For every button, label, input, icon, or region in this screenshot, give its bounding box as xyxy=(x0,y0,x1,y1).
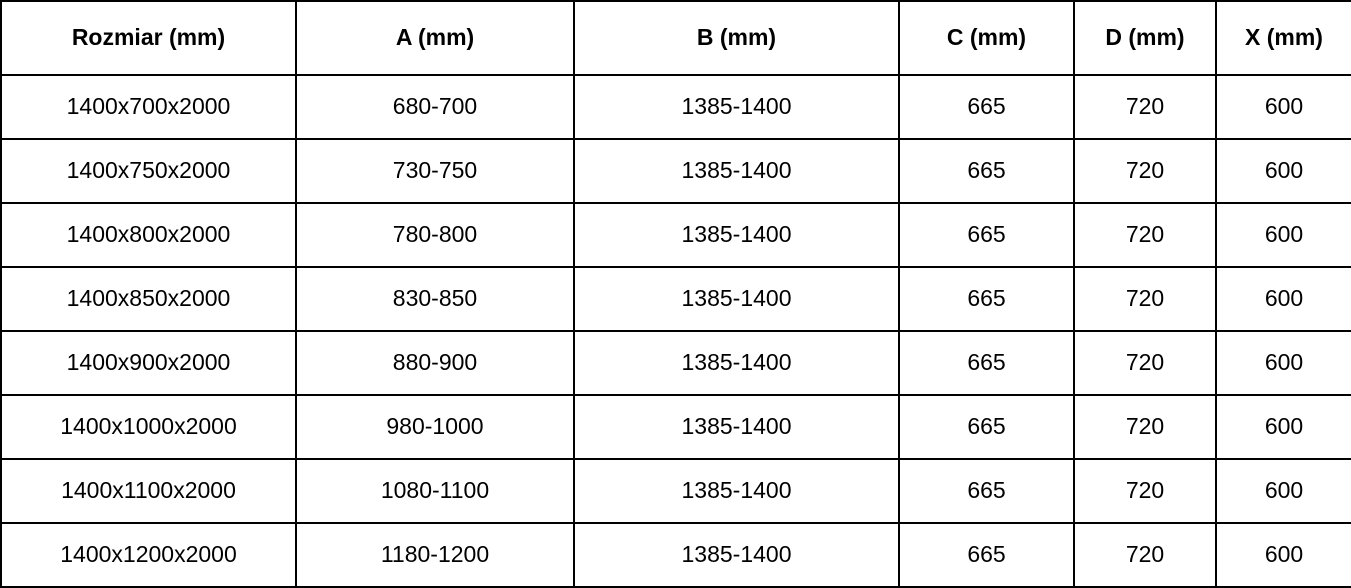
cell-x: 600 xyxy=(1216,139,1351,203)
cell-rozmiar: 1400x900x2000 xyxy=(1,331,296,395)
cell-d: 720 xyxy=(1074,523,1216,587)
cell-x: 600 xyxy=(1216,75,1351,139)
cell-rozmiar: 1400x750x2000 xyxy=(1,139,296,203)
cell-c: 665 xyxy=(899,523,1074,587)
column-header-c: C (mm) xyxy=(899,1,1074,75)
cell-b: 1385-1400 xyxy=(574,395,899,459)
cell-a: 730-750 xyxy=(296,139,574,203)
cell-d: 720 xyxy=(1074,75,1216,139)
cell-d: 720 xyxy=(1074,139,1216,203)
table-row xyxy=(1,523,1351,587)
cell-c: 665 xyxy=(899,459,1074,523)
cell-rozmiar: 1400x1200x2000 xyxy=(1,523,296,587)
cell-x: 600 xyxy=(1216,267,1351,331)
table-row xyxy=(1,203,1351,267)
cell-a: 1180-1200 xyxy=(296,523,574,587)
cell-c: 665 xyxy=(899,75,1074,139)
cell-c: 665 xyxy=(899,331,1074,395)
cell-a: 880-900 xyxy=(296,331,574,395)
cell-x: 600 xyxy=(1216,331,1351,395)
cell-c: 665 xyxy=(899,267,1074,331)
cell-b: 1385-1400 xyxy=(574,139,899,203)
cell-rozmiar: 1400x800x2000 xyxy=(1,203,296,267)
cell-a: 830-850 xyxy=(296,267,574,331)
cell-rozmiar: 1400x1000x2000 xyxy=(1,395,296,459)
table-row xyxy=(1,459,1351,523)
cell-rozmiar: 1400x1100x2000 xyxy=(1,459,296,523)
cell-b: 1385-1400 xyxy=(574,459,899,523)
cell-d: 720 xyxy=(1074,267,1216,331)
table-row xyxy=(1,139,1351,203)
cell-x: 600 xyxy=(1216,395,1351,459)
cell-b: 1385-1400 xyxy=(574,267,899,331)
cell-c: 665 xyxy=(899,203,1074,267)
column-header-a: A (mm) xyxy=(296,1,574,75)
cell-x: 600 xyxy=(1216,459,1351,523)
cell-b: 1385-1400 xyxy=(574,523,899,587)
cell-a: 680-700 xyxy=(296,75,574,139)
column-header-b: B (mm) xyxy=(574,1,899,75)
cell-rozmiar: 1400x700x2000 xyxy=(1,75,296,139)
table-header-row xyxy=(1,1,1351,75)
table-row xyxy=(1,267,1351,331)
table-row xyxy=(1,331,1351,395)
cell-d: 720 xyxy=(1074,459,1216,523)
cell-d: 720 xyxy=(1074,331,1216,395)
column-header-x: X (mm) xyxy=(1216,1,1351,75)
cell-rozmiar: 1400x850x2000 xyxy=(1,267,296,331)
table-row xyxy=(1,395,1351,459)
cell-a: 780-800 xyxy=(296,203,574,267)
table-row xyxy=(1,75,1351,139)
cell-c: 665 xyxy=(899,395,1074,459)
cell-c: 665 xyxy=(899,139,1074,203)
cell-d: 720 xyxy=(1074,203,1216,267)
cell-a: 980-1000 xyxy=(296,395,574,459)
cell-b: 1385-1400 xyxy=(574,203,899,267)
cell-a: 1080-1100 xyxy=(296,459,574,523)
cell-x: 600 xyxy=(1216,523,1351,587)
cell-x: 600 xyxy=(1216,203,1351,267)
column-header-d: D (mm) xyxy=(1074,1,1216,75)
column-header-rozmiar: Rozmiar (mm) xyxy=(1,1,296,75)
cell-d: 720 xyxy=(1074,395,1216,459)
cell-b: 1385-1400 xyxy=(574,331,899,395)
cell-b: 1385-1400 xyxy=(574,75,899,139)
